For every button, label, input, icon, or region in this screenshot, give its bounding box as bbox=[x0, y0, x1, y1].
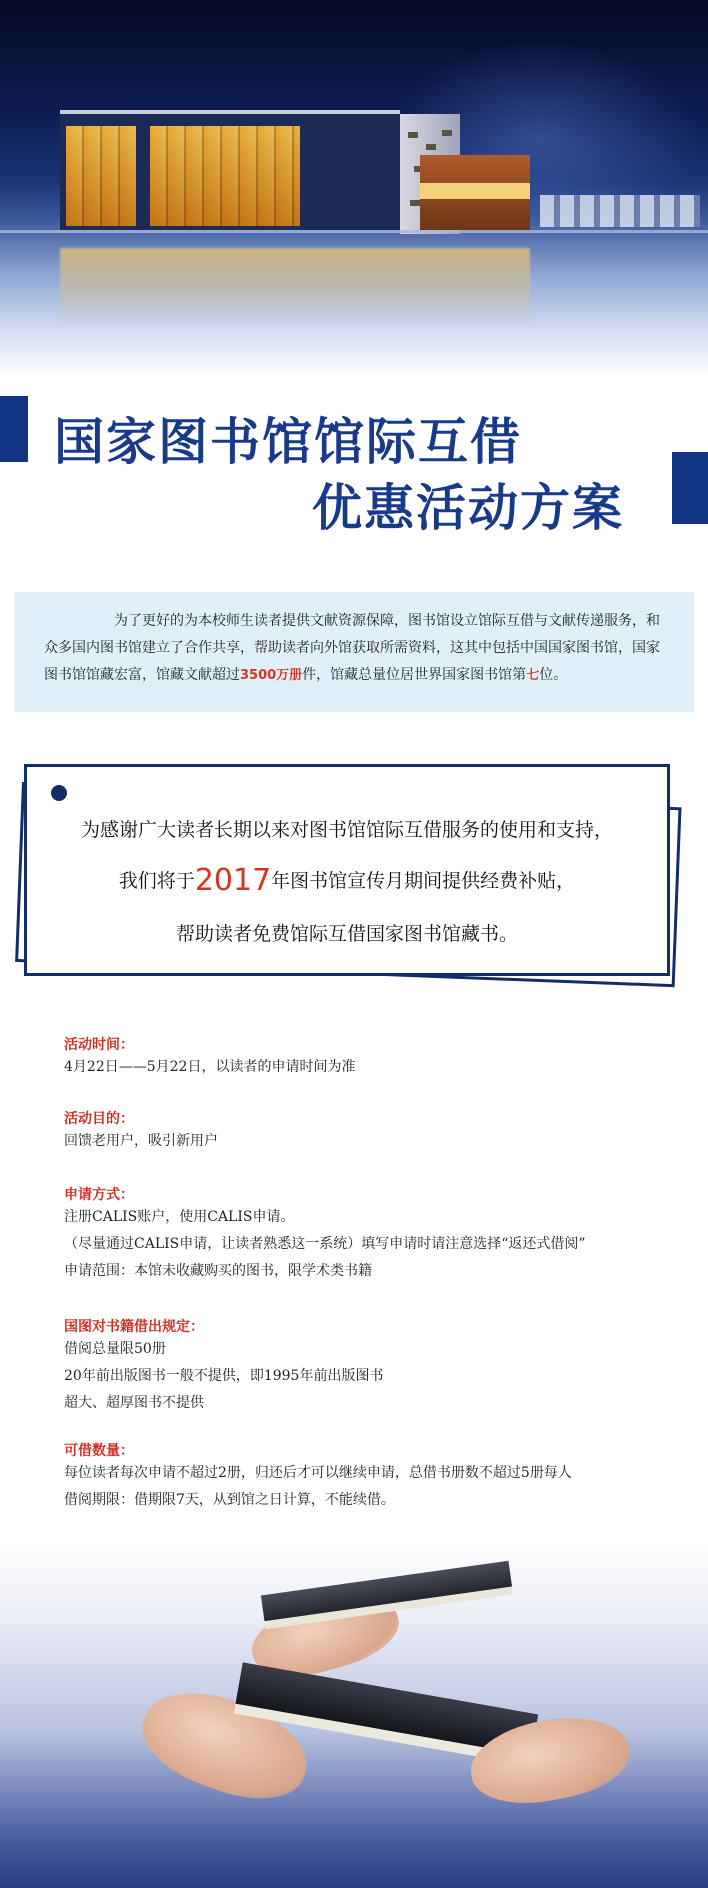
section-body-nlc-rules bbox=[64, 1336, 383, 1417]
section-heading-quantity: 可借数量： bbox=[64, 1443, 134, 1459]
section-body-time bbox=[64, 1054, 355, 1081]
hands-passing-books-photo bbox=[0, 1540, 708, 1888]
section-line: 注册CALIS账户，使用CALIS申请。 bbox=[64, 1209, 295, 1225]
section-line: 每位读者每次申请不超过2册，归还后才可以继续申请，总借书册数不超过5册每人 bbox=[64, 1465, 572, 1481]
page-title-line-1: 国家图书馆馆际互借 bbox=[54, 412, 522, 471]
card-year: 2017 bbox=[194, 863, 272, 898]
intro-highlight-rank: 七 bbox=[526, 668, 540, 683]
intro-text-part-1: 为了更好的为本校师生读者提供文献资源保障，图书馆设立馆际互借与文献传递服务，和众多国内图书馆建立了合作共享，帮助读者向外馆获取所需资料，这其中包括中国国家图书馆，国家图书馆馆藏宏富，馆藏文献超过 bbox=[44, 613, 660, 683]
section-heading-method: 申请方式： bbox=[64, 1187, 134, 1203]
hero-library-night-photo bbox=[0, 0, 708, 380]
announcement-card bbox=[24, 764, 670, 976]
title-accent-bar-left bbox=[0, 396, 28, 462]
section-body-method bbox=[64, 1204, 586, 1285]
annex-lit-band bbox=[420, 183, 530, 199]
window bbox=[408, 132, 418, 138]
section-line: （尽量通过CALIS申请，让读者熟悉这一系统）填写申请时请注意选择“返还式借阅” bbox=[64, 1236, 586, 1252]
annex-building bbox=[420, 155, 530, 230]
horizon-line bbox=[0, 230, 708, 233]
section-body-purpose bbox=[64, 1128, 218, 1155]
intro-highlight-collection-size: 3500万册 bbox=[240, 668, 303, 683]
section-heading-purpose: 活动目的： bbox=[64, 1111, 134, 1127]
window bbox=[410, 200, 420, 206]
intro-text-box bbox=[14, 592, 694, 712]
lit-glass-facade-left bbox=[66, 126, 136, 226]
card-line-3: 帮助读者免费馆际互借国家图书馆藏书。 bbox=[175, 923, 518, 945]
distant-buildings bbox=[540, 195, 700, 227]
page-title-line-2: 优惠活动方案 bbox=[312, 478, 624, 537]
section-line: 借阅总量限50册 bbox=[64, 1341, 166, 1357]
section-heading-time: 活动时间： bbox=[64, 1037, 134, 1053]
card-line-2-post: 年图书馆宣传月期间提供经费补贴， bbox=[271, 870, 576, 892]
window bbox=[442, 130, 452, 136]
water-reflection bbox=[60, 248, 530, 323]
title-accent-bar-right bbox=[672, 452, 708, 524]
section-line: 借阅期限：借期限7天，从到馆之日计算，不能续借。 bbox=[64, 1492, 395, 1508]
section-line: 超大、超厚图书不提供 bbox=[64, 1395, 204, 1411]
card-line-2 bbox=[27, 863, 667, 898]
section-body-quantity bbox=[64, 1460, 572, 1514]
section-line: 申请范围：本馆未收藏购买的图书，限学术类书籍 bbox=[64, 1263, 372, 1279]
section-line: 4月22日——5月22日，以读者的申请时间为准 bbox=[64, 1059, 356, 1075]
section-line: 回馈老用户，吸引新用户 bbox=[64, 1133, 218, 1149]
window bbox=[426, 144, 436, 150]
section-heading-nlc-rules: 国图对书籍借出规定： bbox=[64, 1319, 204, 1335]
lit-glass-facade-center bbox=[150, 126, 300, 226]
card-line-2-pre: 我们将于 bbox=[118, 870, 195, 892]
intro-text-part-2: 件，馆藏总量位居世界国家图书馆第 bbox=[302, 667, 527, 683]
library-building bbox=[60, 110, 400, 230]
card-bullet-dot bbox=[51, 785, 67, 801]
intro-text-part-3: 位。 bbox=[539, 667, 568, 683]
card-line-1: 为感谢广大读者长期以来对图书馆馆际互借服务的使用和支持， bbox=[80, 819, 613, 841]
section-line: 20年前出版图书一般不提供，即1995年前出版图书 bbox=[64, 1368, 384, 1384]
